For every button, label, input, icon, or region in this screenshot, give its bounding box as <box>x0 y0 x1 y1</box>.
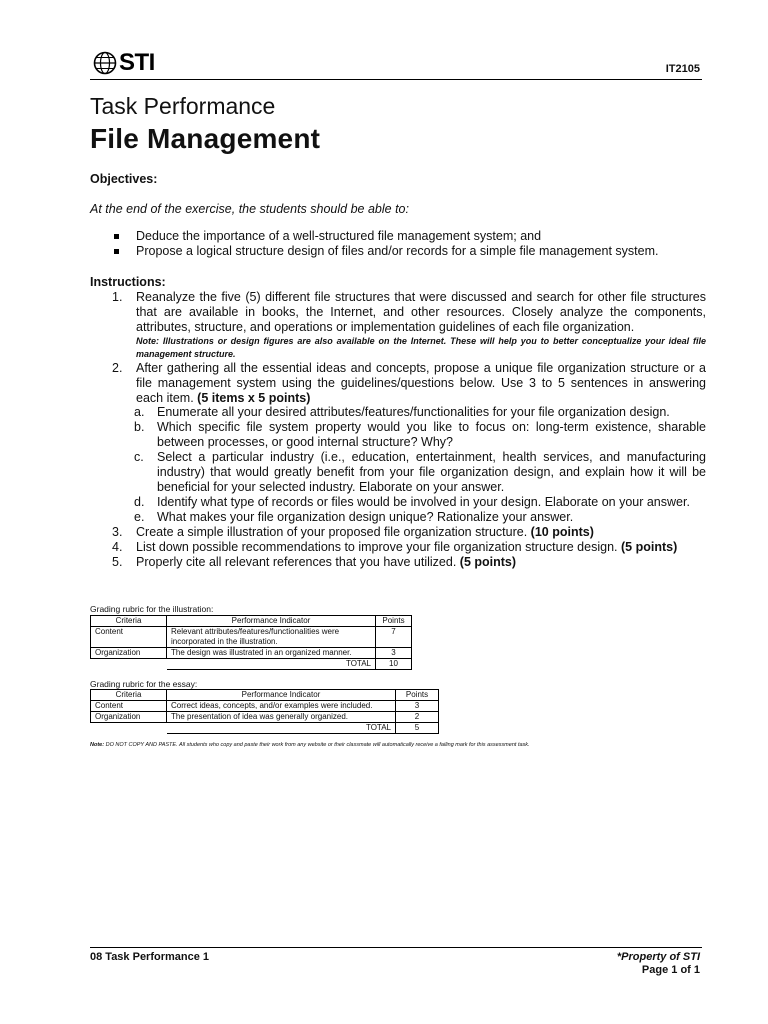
table-row: Organization The presentation of idea was generally organized. 2 <box>91 712 439 723</box>
bullet-icon <box>114 249 119 254</box>
header-divider <box>90 79 702 80</box>
copy-warning-note: Note: DO NOT COPY AND PASTE. All students who copy and paste their work from any website or their classmate will automatically receive a failing mark for this assessment task. <box>90 742 530 748</box>
bullet-icon <box>114 234 119 239</box>
table-total-row <box>91 723 439 734</box>
footer-right <box>617 951 700 977</box>
objective-item: Deduce the importance of a well-structured file management system; and <box>112 229 712 244</box>
points-label: (5 points) <box>459 554 517 569</box>
table-row: Content Correct ideas, concepts, and/or examples were included. 3 <box>91 701 439 712</box>
table-row: Content Relevant attributes/features/functionalities were incorporated in the illustration. 7 <box>91 627 412 648</box>
page-title: File Management <box>90 123 321 154</box>
sub-item-d: d. Identify what type of records or files would be involved in your design. Elaborate on your answer. <box>134 494 690 509</box>
sub-item-e: e. What makes your file organization design unique? Rationalize your answer. <box>134 509 574 524</box>
points-label: (5 items x 5 points) <box>197 390 311 405</box>
points-label: (10 points) <box>530 524 594 539</box>
table-total-row <box>91 659 412 670</box>
footer-divider <box>90 947 702 948</box>
objective-item: Propose a logical structure design of files and/or records for a simple file management system. <box>112 244 712 259</box>
rubric-essay-table <box>90 689 439 734</box>
logo-text: STI <box>119 49 155 76</box>
globe-icon <box>93 51 117 75</box>
course-code: IT2105 <box>665 63 700 75</box>
column-header: Points <box>396 690 439 701</box>
instruction-item-5: 5. Properly cite all relevant references that you have utilized. (5 points) <box>112 554 517 569</box>
sti-logo <box>93 50 155 76</box>
column-header: Performance Indicator <box>167 690 396 701</box>
table-row: Organization The design was illustrated in an organized manner. 3 <box>91 648 412 659</box>
instruction-note: Note: Illustrations or design figures are also available on the Internet. These will help you to better conceptualize your ideal file management structure. <box>136 335 706 359</box>
sub-item-b: b. Which specific file system property would you like to focus on: long-term existence, sharable between processes, or good internal structure? Why? <box>134 420 706 450</box>
instructions-list <box>112 290 706 569</box>
total-value: 10 <box>376 659 412 670</box>
column-header: Performance Indicator <box>167 616 376 627</box>
instruction-item-2: 2. After gathering all the essential ideas and concepts, propose a unique file organization structure or a file management system using the guidelines/questions below. Use 3 to 5 sentences in answering each item. (5 items x 5 points) <box>112 360 706 405</box>
sub-item-c: c. Select a particular industry (i.e., education, entertainment, health services, and manufacturing industry) that would greatly benefit from your file organization design, and explain how it will be beneficial for your selected industry. Elaborate on your answer. <box>134 450 706 494</box>
total-label: TOTAL <box>167 723 396 734</box>
points-label: (5 points) <box>620 539 678 554</box>
objectives-intro: At the end of the exercise, the students should be able to: <box>90 202 409 216</box>
rubric-illustration-table <box>90 615 412 670</box>
page-number: Page 1 of 1 <box>641 964 700 976</box>
sub-item-a: a. Enumerate all your desired attributes/features/functionalities for your file organization design. <box>134 405 670 420</box>
page-subtitle: Task Performance <box>90 93 276 119</box>
objectives-heading: Objectives: <box>90 172 158 186</box>
total-value: 5 <box>396 723 439 734</box>
column-header: Points <box>376 616 412 627</box>
property-notice: *Property of STI <box>616 951 700 963</box>
table-header-row <box>91 690 439 701</box>
rubric-essay-caption: Grading rubric for the essay: <box>90 679 198 689</box>
instructions-heading: Instructions: <box>90 275 166 289</box>
total-label: TOTAL <box>167 659 376 670</box>
instruction-item-4: 4. List down possible recommendations to improve your file organization structure design. (5 points) <box>112 539 678 554</box>
objectives-list <box>112 229 712 259</box>
table-header-row <box>91 616 412 627</box>
rubric-illustration-caption: Grading rubric for the illustration: <box>90 604 214 614</box>
instruction-item-1: 1. Reanalyze the five (5) different file structures that were discussed and search for other file structures that are available in books, the Internet, and other resources. Closely analyze the components, attributes, structure, and operations or implementation guidelines of each file organization. Note: Illustrations or design figures are also available on the Internet. These will help you to better conceptualize your ideal file management structure. <box>112 290 706 359</box>
instruction-item-3: 3. Create a simple illustration of your proposed file organization structure. (10 points) <box>112 524 594 539</box>
column-header: Criteria <box>91 616 167 627</box>
footer-doc-title: 08 Task Performance 1 <box>90 951 210 963</box>
column-header: Criteria <box>91 690 167 701</box>
